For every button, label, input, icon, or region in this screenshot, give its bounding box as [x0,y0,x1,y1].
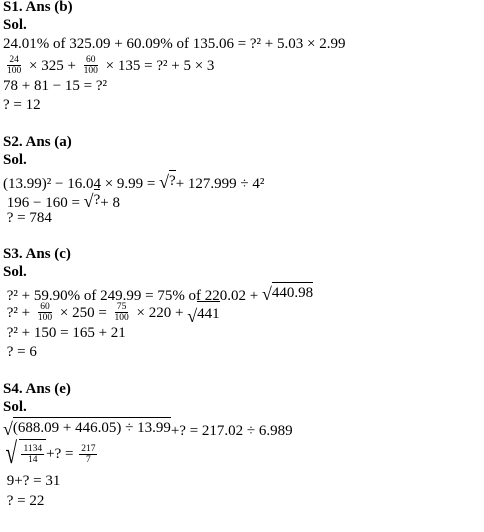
s2-line3: ? = 784 [3,209,52,226]
s4-line4: ? = 22 [3,492,45,509]
s2-line1: (13.99)² − 16.04 × 9.99 = √ ? + 127.999 ÷ 4² [3,171,265,192]
s4-line3: 9+? = 31 [3,473,61,489]
s4-fraction-2: $\frac{217}{7}$ [81,443,96,465]
s1-line4: ? = 12 [3,97,41,113]
s4-heading: S4. Ans (e) [3,380,71,397]
s1-line1: 24.01% of 325.09 + 60.09% of 135.06 = ?² + 5.03 × 2.99 [3,36,346,52]
s4-fraction-1: $\frac{1134}{14}$ [23,444,43,465]
s1-line3: 78 + 81 − 15 = ?² [3,77,108,94]
s2-heading: S2. Ans (a) [3,133,72,150]
solution-s3 [3,245,484,363]
s1-line2: $\frac{24}{100}$ × 325 + $\frac{60}{100}$ × 135 = ?² + 5 × 3 [7,55,215,76]
s4-line1: √ (688.09 + 446.05) ÷ 13.99 +? = 217.02 ÷ 6.989 [3,418,293,439]
solution-s2 [3,133,484,229]
sqrt-symbol: √ 441 [187,301,219,325]
s3-line4: ? = 6 [3,344,37,360]
solution-s1 [3,0,484,116]
s4-line2: √ $\frac{1134}{14}$ +? = $\frac{217}{7}$ [3,436,484,472]
s2-line2: 196 − 160 = √ ? + 8 [3,191,120,211]
sqrt-symbol: √ ? [83,191,101,211]
sqrt-symbol: √ 440.98 [262,284,314,304]
s3-fraction-1: $\frac{60}{100}$ [37,302,53,323]
s2-sol-label: Sol. [3,151,27,168]
s1-heading: S1. Ans (b) [3,0,73,15]
s1-fraction-2: $\frac{60}{100}$ [83,55,98,76]
s3-line1: ?² + 59.90% of 249.99 = 75% of 220.02 + √ 440.98 [3,284,314,304]
s3-line2: ?² + $\frac{60}{100}$ × 250 = $\frac{75}{100}$ × 220 + √ 441 [3,302,220,326]
s3-heading: S3. Ans (c) [3,246,71,262]
s1-sol-label: Sol. [3,17,27,33]
sqrt-symbol: √ (688.09 + 446.05) ÷ 13.99 [3,418,171,439]
s1-fraction-1: $\frac{24}{100}$ [7,55,22,76]
sqrt-symbol: √ ? [159,171,176,192]
s3-line3: ?² + 150 = 165 + 21 [3,324,126,341]
solution-s4 [3,380,484,512]
s3-sol-label: Sol. [3,264,27,280]
s4-sol-label: Sol. [3,398,27,415]
sqrt-symbol: √ $\frac{1134}{14}$ [3,439,46,469]
s3-fraction-2: $\frac{75}{100}$ [114,302,129,323]
